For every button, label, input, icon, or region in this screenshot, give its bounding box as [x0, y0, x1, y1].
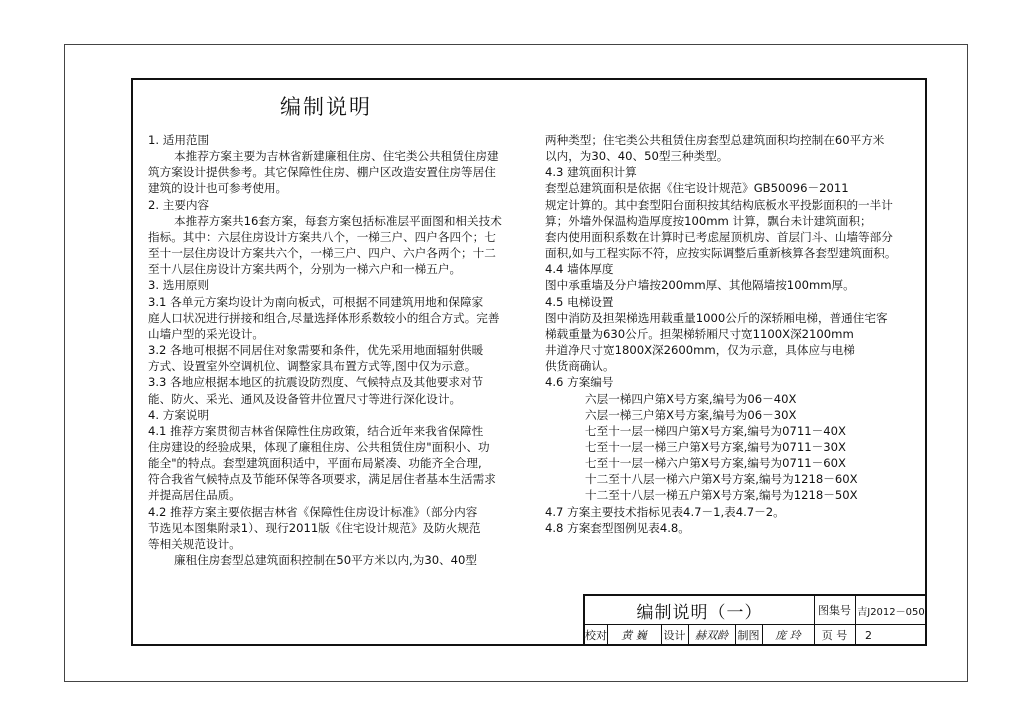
left-line: 廉租住房套型总建筑面积控制在50平方米以内,为30、40型	[174, 553, 478, 568]
right-line: 4.6 方案编号	[545, 375, 614, 390]
right-line: 图中承重墙及分户墙按200mm厚、其他隔墙按100mm厚。	[545, 278, 855, 293]
left-line: 3. 选用原则	[148, 278, 210, 293]
sheet-title: 编制说明（一）	[636, 602, 763, 623]
right-line: 算；外墙外保温构造厚度按100mm 计算，飘台未计建筑面积；	[545, 213, 872, 228]
right-line: 七至十一层一梯四户第X号方案,编号为0711－40X	[585, 423, 846, 438]
right-line: 4.7 方案主要技术指标见表4.7－1,表4.7－2。	[545, 504, 785, 519]
left-line: 符合我省气候特点及节能环保等各项要求，满足居住者基本生活需求	[148, 472, 496, 487]
left-line: 等相关规范设计。	[148, 536, 241, 551]
right-line: 图中消防及担架梯选用载重量1000公斤的深轿厢电梯，普通住宅客	[545, 310, 888, 325]
right-line: 六层一梯三户第X号方案,编号为06－30X	[585, 407, 797, 422]
left-line: 能全"的特点。套型建筑面积适中，平面布局紧凑、功能齐全合理,	[148, 456, 482, 471]
left-line: 指标。其中：六层住房设计方案共八个，一梯三户、四户各四个；七	[148, 229, 496, 244]
draw-signature: 庞 玲	[775, 629, 801, 642]
left-line: 4. 方案说明	[148, 407, 210, 422]
left-line: 至十八层住房设计方案共两个，分别为一梯六户和一梯五户。	[148, 262, 462, 277]
right-line: 井道净尺寸宽1800X深2600mm，仅为示意，具体应与电梯	[545, 343, 855, 358]
right-line: 套内使用面积系数在计算时已考虑屋顶机房、首层门斗、山墙等部分	[545, 229, 893, 244]
right-line: 七至十一层一梯六户第X号方案,编号为0711－60X	[585, 456, 846, 471]
left-line: 至十一层住房设计方案共六个，一梯三户、四户、六户各两个；十二	[148, 246, 496, 261]
right-line: 七至十一层一梯三户第X号方案,编号为0711－30X	[585, 439, 846, 454]
right-line: 4.4 墙体厚度	[545, 262, 614, 277]
left-line: 庭人口状况进行拼接和组合,尽量选择体形系数较小的组合方式。完善	[148, 310, 500, 325]
right-line: 套型总建筑面积是依据《住宅设计规范》GB50096－2011	[545, 181, 849, 196]
left-line: 建筑的设计也可参考使用。	[148, 181, 288, 196]
check-signature: 黄 巍	[621, 629, 647, 642]
left-line: 4.2 推荐方案主要依据吉林省《保障性住房设计标准》（部分内容	[148, 504, 478, 519]
title-block	[583, 594, 927, 646]
atlas-label: 图集号	[818, 604, 851, 617]
right-column	[545, 132, 897, 536]
right-line: 4.5 电梯设置	[545, 294, 614, 309]
right-line: 4.8 方案套型图例见表4.8。	[545, 520, 690, 535]
left-line: 节选见本图集附录1）、现行2011版《住宅设计规范》及防火规范	[148, 520, 481, 535]
right-line: 十二至十八层一梯六户第X号方案,编号为1218－60X	[585, 472, 858, 487]
design-signature: 赫双龄	[695, 629, 728, 642]
page-heading: 编制说明	[280, 95, 372, 119]
left-line: 4.1 推荐方案贯彻吉林省保障性住房政策，结合近年来我省保障性	[148, 423, 484, 438]
right-line: 面积,如与工程实际不符，应按实际调整后重新核算各套型建筑面积。	[545, 246, 897, 261]
right-line: 十二至十八层一梯五户第X号方案,编号为1218－50X	[585, 488, 858, 503]
right-line: 两种类型；住宅类公共租赁住房套型总建筑面积均控制在60平方米	[545, 133, 885, 147]
left-line: 2. 主要内容	[148, 197, 210, 212]
design-label: 设计	[663, 629, 686, 642]
check-label: 校对	[585, 629, 607, 642]
left-line: 1. 适用范围	[148, 133, 210, 147]
left-line: 本推荐方案主要为吉林省新建廉租住房、住宅类公共租赁住房建	[174, 149, 499, 164]
atlas-number: 吉J2012－050	[857, 606, 925, 618]
left-line: 本推荐方案共16套方案，每套方案包括标准层平面图和相关技术	[174, 213, 502, 228]
left-column	[148, 132, 502, 568]
left-line: 3.3 各地应根据本地区的抗震设防烈度、气候特点及其他要求对节	[148, 375, 484, 390]
right-line: 供货商确认。	[545, 359, 615, 374]
draw-label: 制图	[737, 629, 760, 642]
left-line: 并提高居住品质。	[148, 488, 241, 503]
left-line: 方式、设置室外空调机位、调整家具布置方式等,图中仅为示意。	[148, 359, 477, 374]
right-line: 规定计算的。其中套型阳台面积按其结构底板水平投影面积的一半计	[545, 197, 893, 212]
right-line: 4.3 建筑面积计算	[545, 165, 637, 180]
left-line: 3.1 各单元方案均设计为南向板式，可根据不同建筑用地和保障家	[148, 294, 484, 309]
left-line: 住房建设的经验成果，体现了廉租住房、公共租赁住房"面积小、功	[148, 439, 490, 454]
left-line: 筑方案设计提供参考。其它保障性住房、棚户区改造安置住房等居住	[148, 165, 496, 180]
right-line: 梯载重量为630公斤。担架梯轿厢尺寸宽1100X深2100mm	[545, 326, 854, 341]
page-label: 页 号	[821, 629, 848, 642]
left-line: 山墙户型的采光设计。	[148, 326, 264, 341]
left-line: 3.2 各地可根据不同居住对象需要和条件，优先采用地面辐射供暖	[148, 343, 484, 358]
right-line: 以内，为30、40、50型三种类型。	[545, 149, 729, 164]
page-number: 2	[865, 628, 872, 642]
left-line: 能、防火、采光、通风及设备管井位置尺寸等进行深化设计。	[148, 391, 462, 406]
right-line: 六层一梯四户第X号方案,编号为06－40X	[585, 391, 797, 406]
